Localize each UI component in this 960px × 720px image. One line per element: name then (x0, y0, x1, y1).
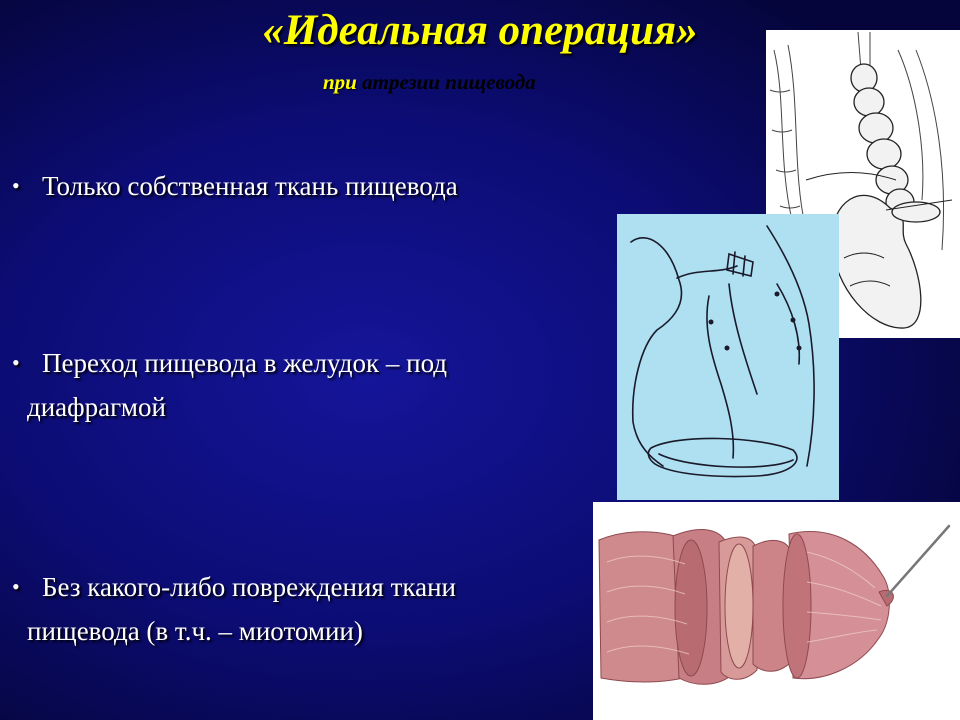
slide-title: «Идеальная операция» (262, 7, 698, 54)
bullet-item-3 (12, 565, 456, 653)
bullet-item-1 (12, 164, 458, 208)
bullet-text-continued: диафрагмой (27, 392, 166, 422)
esophagus-muscle-illustration (593, 502, 960, 720)
bullet-text: Переход пищевода в желудок – под (42, 348, 448, 378)
slide-subtitle (323, 70, 536, 95)
subtitle-rest: атрезии пищевода (362, 70, 536, 94)
bullet-dot-icon: • (12, 574, 20, 599)
bullet-text: Только собственная ткань пищевода (42, 171, 458, 201)
subtitle-lead: при (323, 70, 357, 94)
bullet-text: Без какого-либо повреждения ткани (42, 572, 456, 602)
bullet-item-2 (12, 341, 447, 429)
stomach-drawing-image (617, 214, 839, 500)
bullet-dot-icon: • (12, 350, 20, 375)
bullet-text-continued: пищевода (в т.ч. – миотомии) (27, 616, 363, 646)
bullet-dot-icon: • (12, 173, 20, 198)
